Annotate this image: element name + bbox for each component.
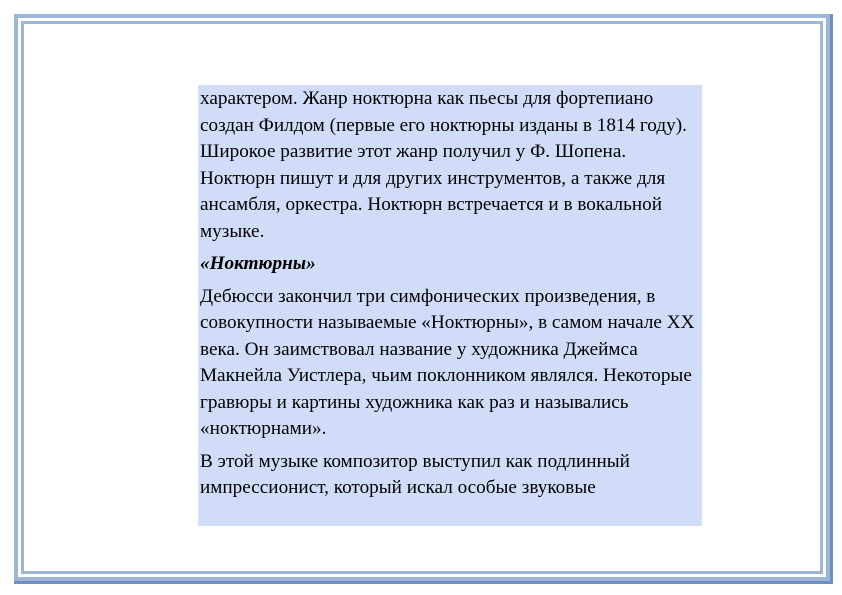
paragraph-debussy: Дебюсси закончил три симфонических произведения, в совокупности называемые «Ноктюрны», в самом начале XX века. Он заимствовал название у художника Джеймса Макнейла Уистлера, чьим поклонником являлся. Некоторые гравюры и картины художника как раз и назывались «ноктюрнами». [200,285,695,439]
text-box [198,85,702,526]
paragraph-nocturne-genre: характером. Жанр ноктюрна как пьесы для фортепиано создан Филдом (первые его ноктюрны изданы в 1814 году). Широкое развитие этот жанр получил у Ф. Шопена. Ноктюрн пишут и для других инструментов, а также для ансамбля, оркестра. Ноктюрн встречается и в вокальной музыке. [200,88,687,242]
paragraph-impressionist: В этой музыке композитор выступил как подлинный импрессионист, который искал особые звуковые [200,450,630,498]
section-heading-nocturnes: «Ноктюрны» [200,253,316,274]
frame-shadow-bottom [14,581,833,584]
frame-shadow-right [830,14,833,584]
